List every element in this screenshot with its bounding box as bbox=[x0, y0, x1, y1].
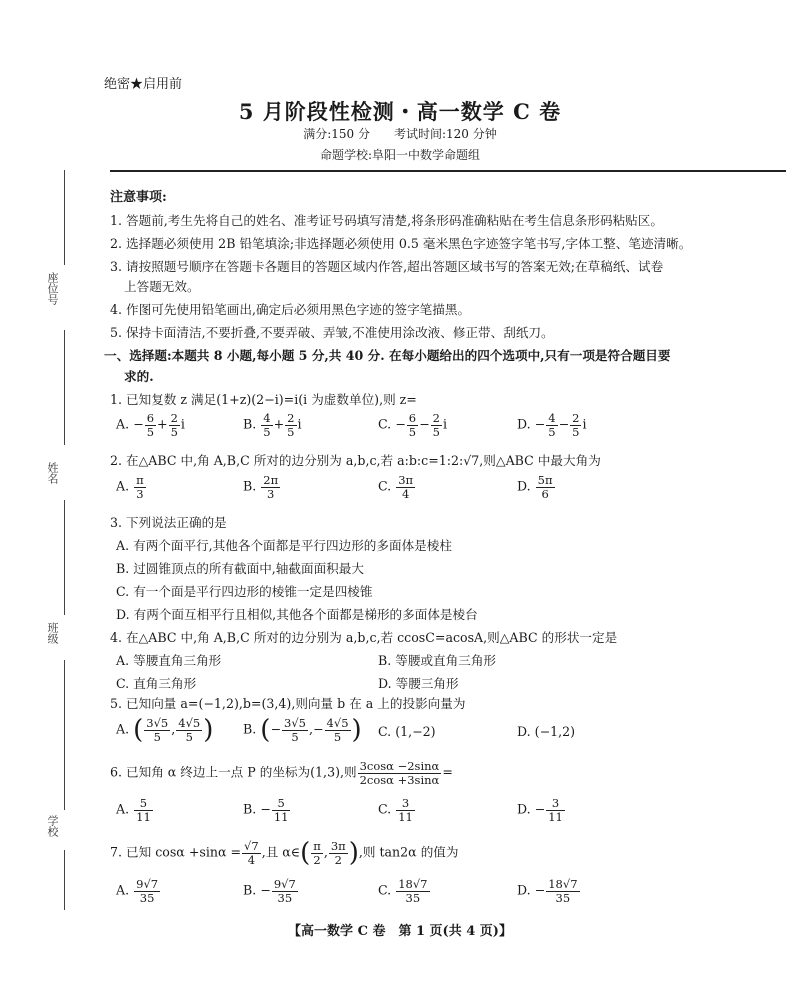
q6-option-b[interactable]: B. − $\frac{5}{11}$ bbox=[243, 796, 289, 824]
notice-item: 5. 保持卡面清洁,不要折叠,不要弄破、弄皱,不准使用涂改液、修正带、刮纸刀。 bbox=[110, 325, 554, 340]
school-label: 学校 bbox=[46, 815, 59, 837]
question-7-stem: 7. 已知 cosα +sinα = $\frac{√7}{4}$ ,且 α∈( $\frac{\pi}{2}$ , $\frac{3\pi}{2}$ ),则 tan2α 的值为 bbox=[110, 838, 459, 868]
margin-line bbox=[64, 500, 65, 615]
secret-label: 绝密★启用前 bbox=[104, 77, 183, 92]
q2-option-a[interactable]: A. $\frac{\pi}{3}$ bbox=[116, 473, 144, 501]
q1-option-b[interactable]: B. $\frac{4}{5}$ + $\frac{2}{5}$ i bbox=[243, 411, 302, 439]
q7-option-c[interactable]: C. $\frac{18√7}{35}$ bbox=[378, 877, 428, 905]
score-time: 满分:150 分 考试时间:120 分钟 bbox=[303, 127, 497, 141]
section-heading-cont: 求的. bbox=[124, 369, 154, 384]
question-6-stem: 6. 已知角 α 终边上一点 P 的坐标为(1,3),则 $\frac{3\cos\alpha -2\sin\alpha}{2\cos\alpha +3\sin\alpha}$ = bbox=[110, 759, 453, 787]
question-1-stem: 1. 已知复数 z 满足(1+z)(2−i)=i(i 为虚数单位),则 z= bbox=[110, 392, 417, 407]
q4-option-b[interactable]: B. 等腰或直角三角形 bbox=[378, 653, 497, 668]
q4-option-a[interactable]: A. 等腰直角三角形 bbox=[116, 653, 222, 668]
name-label: 姓名 bbox=[46, 462, 59, 484]
q1-option-a[interactable]: A. − $\frac{6}{5}$ + $\frac{2}{5}$ i bbox=[116, 411, 185, 439]
q5-option-b[interactable]: B. (− $\frac{3√5}{5}$ ,− $\frac{4√5}{5}$ ) bbox=[243, 715, 362, 745]
question-4-stem: 4. 在△ABC 中,角 A,B,C 所对的边分别为 a,b,c,若 ccosC=acosA,则△ABC 的形状一定是 bbox=[110, 630, 618, 645]
notice-item: 上答题无效。 bbox=[124, 279, 200, 294]
notice-item: 3. 请按照题号顺序在答题卡各题目的答题区域内作答,超出答题区域书写的答案无效;在草稿纸、试卷 bbox=[110, 259, 664, 274]
q6-option-c[interactable]: C. $\frac{3}{11}$ bbox=[378, 796, 413, 824]
q7-option-a[interactable]: A. $\frac{9√7}{35}$ bbox=[116, 877, 159, 905]
page-title: 5 月阶段性检测・高一数学 C 卷 bbox=[238, 99, 562, 124]
q2-option-b[interactable]: B. $\frac{2\pi}{3}$ bbox=[243, 473, 279, 501]
margin-line bbox=[64, 850, 65, 910]
q6-option-d[interactable]: D. − $\frac{3}{11}$ bbox=[517, 796, 563, 824]
section-heading: 一、选择题:本题共 8 小题,每小题 5 分,共 40 分. 在每小题给出的四个选项中,只有一项是符合题目要 bbox=[104, 348, 671, 363]
margin-line bbox=[64, 170, 65, 265]
question-5-stem: 5. 已知向量 a=(−1,2),b=(3,4),则向量 b 在 a 上的投影向量为 bbox=[110, 696, 466, 711]
q7-option-b[interactable]: B. − $\frac{9√7}{35}$ bbox=[243, 877, 296, 905]
q7-option-d[interactable]: D. − $\frac{18√7}{35}$ bbox=[517, 877, 578, 905]
page-footer: 【高一数学 C 卷 第 1 页(共 4 页)】 bbox=[288, 924, 512, 939]
question-3-stem: 3. 下列说法正确的是 bbox=[110, 515, 227, 530]
q2-option-d[interactable]: D. $\frac{5\pi}{6}$ bbox=[517, 473, 553, 501]
q6-option-a[interactable]: A. $\frac{5}{11}$ bbox=[116, 796, 151, 824]
notice-item: 4. 作图可先使用铅笔画出,确定后必须用黑色字迹的签字笔描黑。 bbox=[110, 302, 471, 317]
question-2-stem: 2. 在△ABC 中,角 A,B,C 所对的边分别为 a,b,c,若 a:b:c=1:2:√7,则△ABC 中最大角为 bbox=[110, 453, 601, 468]
notice-item: 2. 选择题必须使用 2B 铅笔填涂;非选择题必须使用 0.5 毫米黑色字迹签字笔书写,字体工整、笔迹清晰。 bbox=[110, 236, 692, 251]
q5-option-d[interactable]: D. (−1,2) bbox=[517, 724, 576, 739]
margin-line bbox=[64, 660, 65, 810]
q3-option-a[interactable]: A. 有两个面平行,其他各个面都是平行四边形的多面体是棱柱 bbox=[116, 538, 452, 553]
q3-option-c[interactable]: C. 有一个面是平行四边形的棱锥一定是四棱锥 bbox=[116, 584, 373, 599]
margin-line bbox=[64, 330, 65, 445]
header-divider bbox=[110, 170, 786, 172]
q1-option-d[interactable]: D. − $\frac{4}{5}$ − $\frac{2}{5}$ i bbox=[517, 411, 587, 439]
q3-option-d[interactable]: D. 有两个面互相平行且相似,其他各个面都是梯形的多面体是棱台 bbox=[116, 607, 478, 622]
q4-option-d[interactable]: D. 等腰三角形 bbox=[378, 676, 459, 691]
class-label: 班级 bbox=[46, 622, 59, 644]
q2-option-c[interactable]: C. $\frac{3\pi}{4}$ bbox=[378, 473, 414, 501]
notice-title: 注意事项: bbox=[110, 190, 167, 205]
notice-item: 1. 答题前,考生先将自己的姓名、准考证号码填写清楚,将条形码准确粘贴在考生信息条形码粘贴区。 bbox=[110, 213, 663, 228]
school-info: 命题学校:阜阳一中数学命题组 bbox=[319, 148, 481, 162]
q5-option-a[interactable]: A. ( $\frac{3√5}{5}$ , $\frac{4√5}{5}$ ) bbox=[116, 715, 214, 745]
seat-label: 座位号 bbox=[46, 272, 59, 305]
q3-option-b[interactable]: B. 过圆锥顶点的所有截面中,轴截面面积最大 bbox=[116, 561, 364, 576]
q4-option-c[interactable]: C. 直角三角形 bbox=[116, 676, 197, 691]
q5-option-c[interactable]: C. (1,−2) bbox=[378, 724, 436, 739]
q1-option-c[interactable]: C. − $\frac{6}{5}$ − $\frac{2}{5}$ i bbox=[378, 411, 448, 439]
